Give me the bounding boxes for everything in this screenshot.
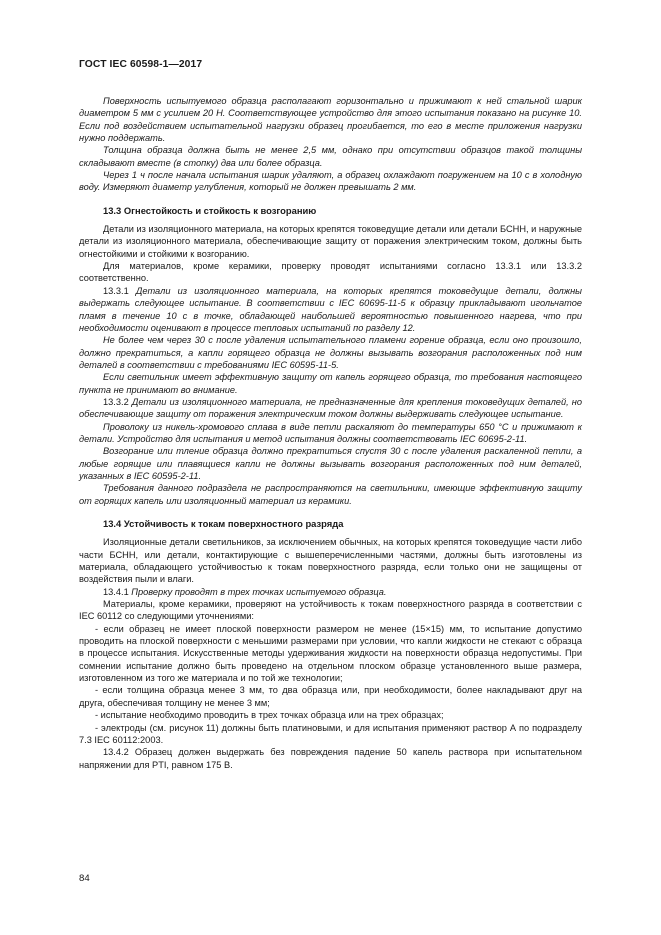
section-13-3-paragraph-2: Для материалов, кроме керамики, проверку проводят испытаниями согласно 13.3.1 или 13.3.2 соответственно. bbox=[79, 261, 582, 284]
section-13-3-paragraph-5: Если светильник имеет эффективную защиту от капель горящего образца, то требования настоящего пункта не принимают во внимание. bbox=[79, 372, 582, 395]
section-13-3-paragraph-4: Не более чем через 30 с после удаления испытательного пламени горение образца, если оно произошло, должно прекратиться, а капли горящего образца не должны вызывать возгорания расположенных под ним деталей в соответствии с требованиями IEC 60595-11-5. bbox=[79, 335, 582, 370]
list-item: - если толщина образца менее 3 мм, то два образца или, при необходимости, более накладывают друг на друга, обеспечивая толщину не менее 3 мм; bbox=[79, 685, 582, 708]
intro-paragraph-1: Поверхность испытуемого образца располагают горизонтально и прижимают к ней стальной шарик диаметром 5 мм с усилием 20 Н. Соответствующее устройство для этого испытания показано на рисунке 10. Если под воздействием испытательной нагрузки образец прогибается, то его в месте приложения нагрузки нужно поддержать. bbox=[79, 96, 582, 144]
clause-number: 13.3.2 bbox=[103, 396, 129, 407]
section-13-4-paragraph-3: Материалы, кроме керамики, проверяют на устойчивость к токам поверхностного разряда в соответствии с IEC 60112 со следующими уточнениями: bbox=[79, 599, 582, 622]
standard-header: ГОСТ IEC 60598-1—2017 bbox=[79, 59, 203, 70]
clause-13-3-1 bbox=[79, 285, 582, 334]
clause-13-4-2: 13.4.2 Образец должен выдержать без повреждения падение 50 капель раствора при испытательном напряжении для PTI, равном 175 В. bbox=[79, 747, 582, 770]
section-13-3-heading: 13.3 Огнестойкость и стойкость к возгоранию bbox=[103, 204, 317, 216]
clause-text: Детали из изоляционного материала, не предназначенные для крепления токоведущих деталей, но обеспечивающие защиту от поражения электрическим током должны выдерживать следующее испытание. bbox=[79, 396, 583, 420]
clause-text: Детали из изоляционного материала, на которых крепятся токоведущие детали, должны выдержать следующее испытание. В соответствии с IEC 60695-11-5 к образцу прикладывают игольчатое пламя в течение 10 с в точке, обладающей наибольшей вероятностью повышенного нагрева, что при необходимости оценивают в процессе тепловых испытаний по разделу 12. bbox=[79, 285, 582, 333]
section-13-4-paragraph-1: Изоляционные детали светильников, за исключением обычных, на которых крепятся токоведущие части либо части БСНН, или детали, контактирующие с вышеперечисленными частями, должны быть изготовлены из материала, обладающего устойчивостью к токам поверхностного разряда, если только они не защищены от воздействия пыли и влаги. bbox=[79, 537, 582, 585]
list-item: - испытание необходимо проводить в трех точках образца или на трех образцах; bbox=[95, 710, 444, 721]
section-13-3-paragraph-9: Требования данного подраздела не распространяются на светильники, имеющие эффективную защиту от горящих капель или изоляционный материал из керамики. bbox=[79, 483, 582, 506]
page-number: 84 bbox=[79, 873, 90, 884]
clause-13-4-1 bbox=[79, 586, 582, 598]
clause-number: 13.4.1 bbox=[103, 586, 129, 597]
intro-paragraph-2: Толщина образца должна быть не менее 2,5 мм, однако при отсутствии образцов такой толщины складывают вместе (в стопку) два или более образца. bbox=[79, 145, 582, 168]
section-13-3-paragraph-8: Возгорание или тление образца должно прекратиться спустя 30 с после удаления раскаленной петли, а любые горящие или плавящиеся капли не должны вызывать возгорания расположенных под ним деталей, указанных в IEC 60595-2-11. bbox=[79, 446, 582, 481]
clause-13-3-2 bbox=[79, 396, 582, 421]
clause-text: Проверку проводят в трех точках испытуемого образца. bbox=[131, 586, 387, 597]
list-item: - если образец не имеет плоской поверхности размером не менее (15×15) мм, то испытание допустимо проводить на плоской поверхности с меньшими размерами при условии, что капли жидкости не стекают с образца в процессе испытания. Искусственные методы удерживания жидкости на поверхности образца недопустимы. При сомнении испытание должно быть проведено на отдельном плоском образце установленного выше размера, изготовленном из того же материала и по той же технологии; bbox=[79, 623, 582, 684]
clause-number: 13.3.1 bbox=[103, 285, 129, 296]
page-body bbox=[79, 95, 582, 771]
section-13-3-paragraph-1: Детали из изоляционного материала, на которых крепятся токоведущие детали или детали БСНН, и наружные детали из изоляционного материала, обеспечивающие защиту от поражения электрическим током, должны быть огнестойкими и стойкими к возгоранию. bbox=[79, 224, 583, 259]
list-item: - электроды (см. рисунок 11) должны быть платиновыми, и для испытания применяют раствор А по подразделу 7.3 IEC 60112:2003. bbox=[79, 722, 582, 745]
intro-paragraph-3: Через 1 ч после начала испытания шарик удаляют, а образец охлаждают погружением на 10 с в холодную воду. Измеряют диаметр углубления, который не должен превышать 2 мм. bbox=[79, 170, 582, 193]
section-13-4-heading: 13.4 Устойчивость к токам поверхностного разряда bbox=[103, 518, 344, 529]
section-13-3-paragraph-7: Проволоку из никель-хромового сплава в виде петли раскаляют до температуры 650 °С и прижимают к детали. Устройство для испытания и метод испытания должны соответствовать IEC 60695-2-11. bbox=[79, 421, 582, 444]
